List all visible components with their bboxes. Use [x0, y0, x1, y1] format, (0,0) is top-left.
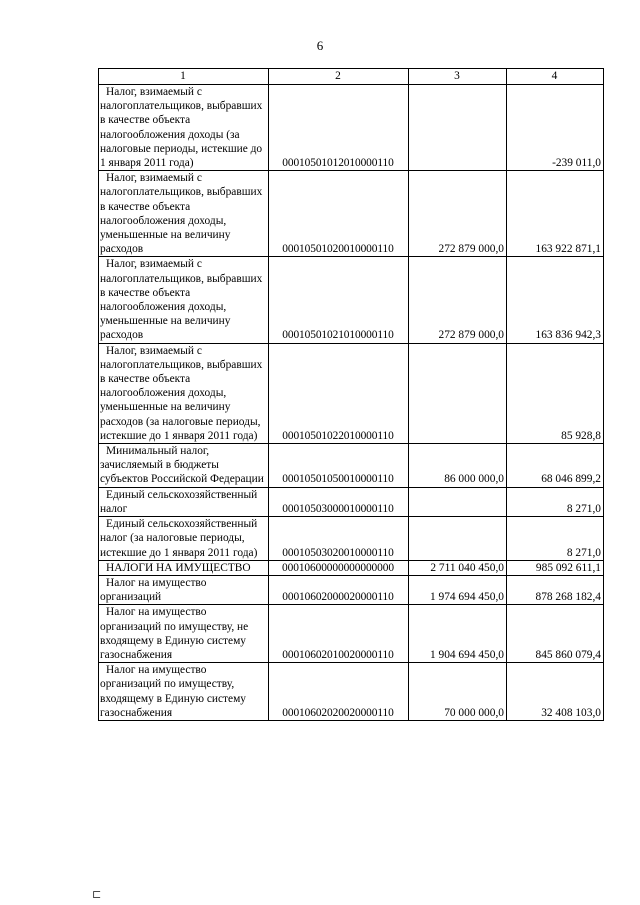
row-code-cell: 00010503020010000110 — [269, 517, 409, 561]
budget-revenue-table — [98, 68, 604, 721]
row-plan-cell — [409, 343, 507, 443]
row-plan-cell: 86 000 000,0 — [409, 444, 507, 488]
row-name-cell: Единый сельскохозяйственный налог — [99, 487, 269, 516]
row-actual-cell: 85 928,8 — [507, 343, 604, 443]
row-plan-cell: 70 000 000,0 — [409, 663, 507, 721]
table-row — [99, 605, 604, 663]
row-code-cell: 00010602000020000110 — [269, 575, 409, 604]
row-actual-cell: 8 271,0 — [507, 487, 604, 516]
column-header-2: 2 — [269, 69, 409, 85]
row-actual-cell: 32 408 103,0 — [507, 663, 604, 721]
row-name-cell: Налог на имущество организаций по имуществу, не входящему в Единую систему газоснабжения — [99, 605, 269, 663]
row-actual-cell: -239 011,0 — [507, 85, 604, 171]
table-header-row — [99, 69, 604, 85]
table-row — [99, 444, 604, 488]
row-plan-cell: 2 711 040 450,0 — [409, 560, 507, 575]
row-code-cell: 00010602010020000110 — [269, 605, 409, 663]
column-header-1: 1 — [99, 69, 269, 85]
row-plan-cell — [409, 517, 507, 561]
row-name-cell: Налог, взимаемый с налогоплательщиков, выбравших в качестве объекта налогообложения доходы, уменьшенные на величину расходов — [99, 171, 269, 257]
page-number: 6 — [316, 38, 324, 53]
column-header-4: 4 — [507, 69, 604, 85]
row-plan-cell: 1 904 694 450,0 — [409, 605, 507, 663]
row-actual-cell: 985 092 611,1 — [507, 560, 604, 575]
row-actual-cell: 163 922 871,1 — [507, 171, 604, 257]
row-plan-cell: 272 879 000,0 — [409, 257, 507, 343]
row-name-cell: НАЛОГИ НА ИМУЩЕСТВО — [99, 560, 269, 575]
table-row — [99, 343, 604, 443]
table-row — [99, 171, 604, 257]
row-code-cell: 00010602020020000110 — [269, 663, 409, 721]
row-name-cell: Налог, взимаемый с налогоплательщиков, выбравших в качестве объекта налогообложения доходы, уменьшенные на величину расходов — [99, 257, 269, 343]
row-plan-cell — [409, 85, 507, 171]
table-row — [99, 517, 604, 561]
row-code-cell: 00010501012010000110 — [269, 85, 409, 171]
row-code-cell: 00010501021010000110 — [269, 257, 409, 343]
row-actual-cell: 163 836 942,3 — [507, 257, 604, 343]
column-header-3: 3 — [409, 69, 507, 85]
row-name-cell: Налог, взимаемый с налогоплательщиков, выбравших в качестве объекта налогообложения доходы, уменьшенные на величину расходов (за налоговые периоды, истекшие до 1 января 2011 года) — [99, 343, 269, 443]
table-row — [99, 85, 604, 171]
row-code-cell: 00010600000000000000 — [269, 560, 409, 575]
row-plan-cell: 1 974 694 450,0 — [409, 575, 507, 604]
row-name-cell: Единый сельскохозяйственный налог (за налоговые периоды, истекшие до 1 января 2011 года) — [99, 517, 269, 561]
row-actual-cell: 845 860 079,4 — [507, 605, 604, 663]
table-row — [99, 560, 604, 575]
table-row — [99, 487, 604, 516]
scan-corner-mark: ⊏ — [92, 889, 102, 901]
row-code-cell: 00010503000010000110 — [269, 487, 409, 516]
row-code-cell: 00010501022010000110 — [269, 343, 409, 443]
table-row — [99, 663, 604, 721]
row-code-cell: 00010501050010000110 — [269, 444, 409, 488]
table-row — [99, 575, 604, 604]
row-actual-cell: 8 271,0 — [507, 517, 604, 561]
row-name-cell: Налог, взимаемый с налогоплательщиков, выбравших в качестве объекта налогообложения доходы (за налоговые периоды, истекшие до 1 января 2011 года) — [99, 85, 269, 171]
row-code-cell: 00010501020010000110 — [269, 171, 409, 257]
row-actual-cell: 68 046 899,2 — [507, 444, 604, 488]
row-name-cell: Налог на имущество организаций — [99, 575, 269, 604]
row-name-cell: Налог на имущество организаций по имуществу, входящему в Единую систему газоснабжения — [99, 663, 269, 721]
row-plan-cell — [409, 487, 507, 516]
row-plan-cell: 272 879 000,0 — [409, 171, 507, 257]
table-row — [99, 257, 604, 343]
row-name-cell: Минимальный налог, зачисляемый в бюджеты субъектов Российской Федерации — [99, 444, 269, 488]
row-actual-cell: 878 268 182,4 — [507, 575, 604, 604]
